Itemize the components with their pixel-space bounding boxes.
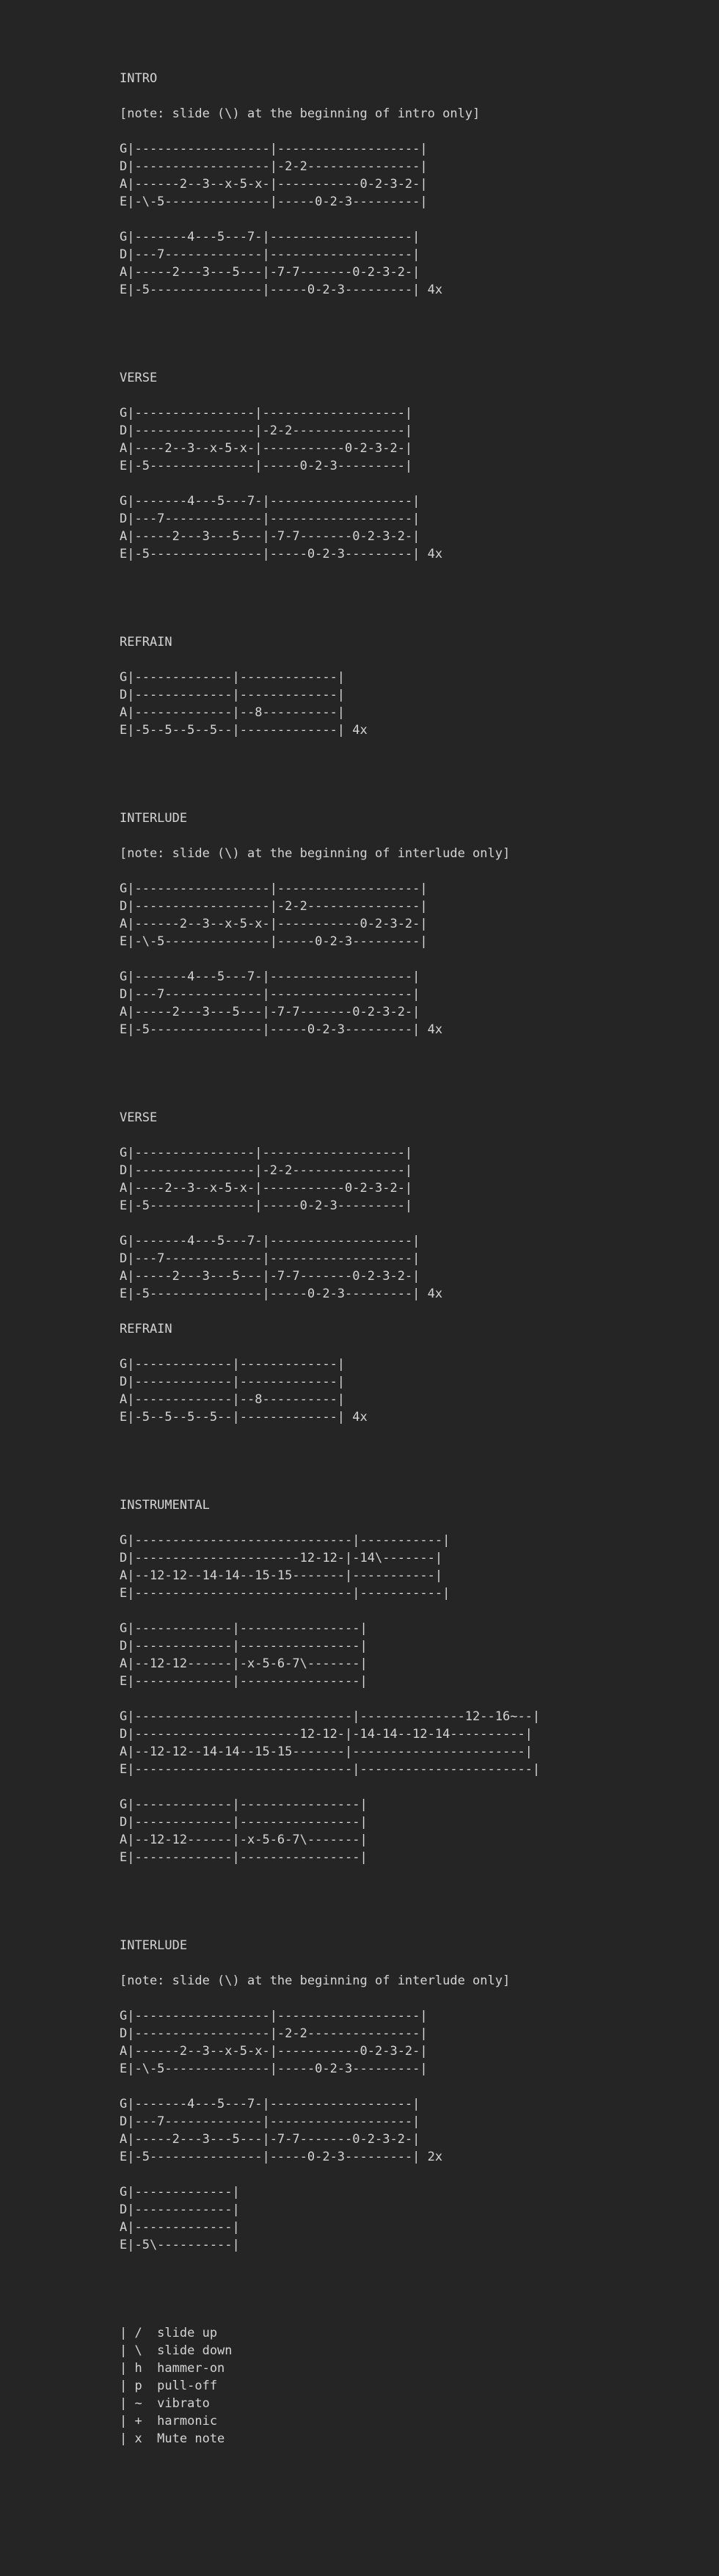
- tab-line: G|------------------|-------------------|: [120, 2009, 428, 2023]
- tab-line: G|-------------|----------------|: [120, 1621, 368, 1636]
- tab-line: G|------------------|-------------------|: [120, 881, 428, 896]
- tab-line: G|-------4---5---7-|-------------------|: [120, 494, 420, 509]
- spacer: [120, 1690, 707, 1708]
- section-heading: INTERLUDE: [120, 1938, 188, 1953]
- spacer: [120, 739, 707, 809]
- tab-line: E|-5--------------|-----0-2-3---------|: [120, 1198, 413, 1213]
- tab-line: E|-5--5--5--5--|-------------| 4x: [120, 1410, 368, 1425]
- spacer: [120, 1990, 707, 2007]
- tab-line: A|------2--3--x-5-x-|-----------0-2-3-2-|: [120, 2044, 428, 2059]
- legend-line: | p pull-off: [120, 2379, 218, 2393]
- spacer: [120, 1338, 707, 1356]
- tab-line: G|-----------------------------|--------------12--16~--|: [120, 1709, 541, 1724]
- tab-line: D|----------------|-2-2---------------|: [120, 1163, 413, 1178]
- section-heading: REFRAIN: [120, 1322, 172, 1336]
- tab-line: D|------------------|-2-2---------------|: [120, 899, 428, 914]
- spacer: [120, 2166, 707, 2183]
- tab-line: D|----------------------12-12-|-14\-------|: [120, 1551, 443, 1565]
- spacer: [120, 1514, 707, 1532]
- spacer: [120, 1866, 707, 1937]
- spacer: [120, 2078, 707, 2095]
- tab-line: E|-\-5--------------|-----0-2-3---------|: [120, 2062, 428, 2076]
- spacer: [120, 299, 707, 369]
- tab-line: A|--12-12------|-x-5-6-7\-------|: [120, 1656, 368, 1671]
- note-line: [note: slide (\) at the beginning of intro only]: [120, 106, 481, 121]
- tab-line: D|-------------|----------------|: [120, 1639, 368, 1653]
- legend-line: | x Mute note: [120, 2431, 225, 2446]
- spacer: [120, 387, 707, 404]
- spacer: [120, 1954, 707, 1972]
- tab-line: E|-5--5--5--5--|-------------| 4x: [120, 723, 368, 738]
- tab-line: E|-5--------------|-----0-2-3---------|: [120, 459, 413, 473]
- tab-line: D|------------------|-2-2---------------|: [120, 159, 428, 174]
- spacer: [120, 123, 707, 140]
- tab-line: E|-----------------------------|-----------------------|: [120, 1762, 541, 1777]
- tab-line: A|-------------|--8----------|: [120, 705, 346, 720]
- tab-line: A|--12-12------|-x-5-6-7\-------|: [120, 1833, 368, 1847]
- tab-line: G|-------4---5---7-|-------------------|: [120, 2097, 420, 2111]
- tab-line: G|-------4---5---7-|-------------------|: [120, 230, 420, 244]
- tab-line: A|----2--3--x-5-x-|-----------0-2-3-2-|: [120, 1181, 413, 1196]
- tab-line: D|---7-------------|-------------------|: [120, 2114, 420, 2129]
- spacer: [120, 827, 707, 845]
- spacer: [120, 1303, 707, 1320]
- tab-line: E|-5---------------|-----0-2-3---------| 4x: [120, 1287, 443, 1301]
- tab-line: D|---7-------------|-------------------|: [120, 1251, 420, 1266]
- tab-line: E|-\-5--------------|-----0-2-3---------|: [120, 194, 428, 209]
- tab-line: G|-------------|-------------|: [120, 1357, 346, 1372]
- note-line: [note: slide (\) at the beginning of interlude only]: [120, 1973, 511, 1988]
- tab-line: D|---7-------------|-------------------|: [120, 247, 420, 262]
- tab-line: E|-\-5--------------|-----0-2-3---------|: [120, 934, 428, 949]
- legend-line: | h hammer-on: [120, 2361, 225, 2376]
- spacer: [120, 651, 707, 669]
- spacer: [120, 862, 707, 880]
- spacer: [120, 1602, 707, 1620]
- tab-line: D|----------------|-2-2---------------|: [120, 423, 413, 438]
- legend-line: | \ slide down: [120, 2343, 233, 2358]
- tab-line: D|-------------|-------------|: [120, 1375, 346, 1389]
- tab-line: A|-----2---3---5---|-7-7-------0-2-3-2-|: [120, 2132, 420, 2147]
- tab-line: A|------2--3--x-5-x-|-----------0-2-3-2-|: [120, 177, 428, 192]
- tab-line: G|------------------|-------------------|: [120, 142, 428, 156]
- spacer: [120, 211, 707, 228]
- tab-line: A|----2--3--x-5-x-|-----------0-2-3-2-|: [120, 441, 413, 456]
- tab-line: D|---7-------------|-------------------|: [120, 512, 420, 526]
- legend-line: | / slide up: [120, 2326, 218, 2340]
- tab-line: A|-------------|--8----------|: [120, 1392, 346, 1407]
- tab-line: D|----------------------12-12-|-14-14--12-14----------|: [120, 1727, 533, 1742]
- spacer: [120, 1127, 707, 1144]
- tab-document: [120, 70, 707, 2448]
- tab-line: D|-------------|: [120, 2202, 240, 2217]
- spacer: [120, 1038, 707, 1109]
- tab-line: E|-----------------------------|-----------|: [120, 1586, 450, 1601]
- legend-line: | ~ vibrato: [120, 2396, 210, 2411]
- note-line: [note: slide (\) at the beginning of interlude only]: [120, 846, 511, 861]
- tab-line: G|-------4---5---7-|-------------------|: [120, 1234, 420, 1248]
- section-heading: INTRO: [120, 71, 158, 86]
- spacer: [120, 1215, 707, 1232]
- tab-line: A|-----2---3---5---|-7-7-------0-2-3-2-|: [120, 265, 420, 280]
- tab-line: A|-------------|: [120, 2220, 240, 2235]
- tab-line: D|---7-------------|-------------------|: [120, 987, 420, 1002]
- section-heading: INSTRUMENTAL: [120, 1498, 210, 1513]
- tab-line: E|-5---------------|-----0-2-3---------| 4x: [120, 547, 443, 561]
- section-heading: VERSE: [120, 371, 158, 385]
- tab-line: E|-------------|----------------|: [120, 1850, 368, 1865]
- tab-line: A|-----2---3---5---|-7-7-------0-2-3-2-|: [120, 529, 420, 544]
- section-heading: REFRAIN: [120, 635, 172, 650]
- tab-line: G|-----------------------------|-----------|: [120, 1533, 450, 1548]
- spacer: [120, 87, 707, 105]
- spacer: [120, 563, 707, 633]
- tab-line: D|-------------|-------------|: [120, 688, 346, 702]
- tab-line: A|-----2---3---5---|-7-7-------0-2-3-2-|: [120, 1269, 420, 1284]
- spacer: [120, 2254, 707, 2324]
- section-heading: VERSE: [120, 1110, 158, 1125]
- tab-line: G|-------4---5---7-|-------------------|: [120, 969, 420, 984]
- spacer: [120, 1426, 707, 1496]
- spacer: [120, 1778, 707, 1796]
- tab-line: A|--12-12--14-14--15-15-------|-----------------------|: [120, 1744, 533, 1759]
- tab-line: D|-------------|----------------|: [120, 1815, 368, 1830]
- tab-line: A|--12-12--14-14--15-15-------|-----------|: [120, 1568, 443, 1583]
- tab-line: G|----------------|-------------------|: [120, 406, 413, 421]
- section-heading: INTERLUDE: [120, 811, 188, 826]
- tab-line: G|-------------|----------------|: [120, 1797, 368, 1812]
- tab-line: D|------------------|-2-2---------------|: [120, 2026, 428, 2041]
- legend-line: | + harmonic: [120, 2414, 218, 2428]
- spacer: [120, 950, 707, 968]
- tab-line: E|-5---------------|-----0-2-3---------| 2x: [120, 2150, 443, 2164]
- tab-line: A|------2--3--x-5-x-|-----------0-2-3-2-|: [120, 917, 428, 931]
- tab-line: E|-------------|----------------|: [120, 1674, 368, 1689]
- tab-line: E|-5\----------|: [120, 2238, 240, 2252]
- tab-line: E|-5---------------|-----0-2-3---------| 4x: [120, 1022, 443, 1037]
- tab-line: G|-------------|: [120, 2185, 240, 2200]
- tab-line: G|----------------|-------------------|: [120, 1146, 413, 1160]
- tab-line: G|-------------|-------------|: [120, 670, 346, 685]
- spacer: [120, 475, 707, 492]
- tab-line: E|-5---------------|-----0-2-3---------| 4x: [120, 283, 443, 297]
- tab-line: A|-----2---3---5---|-7-7-------0-2-3-2-|: [120, 1005, 420, 1019]
